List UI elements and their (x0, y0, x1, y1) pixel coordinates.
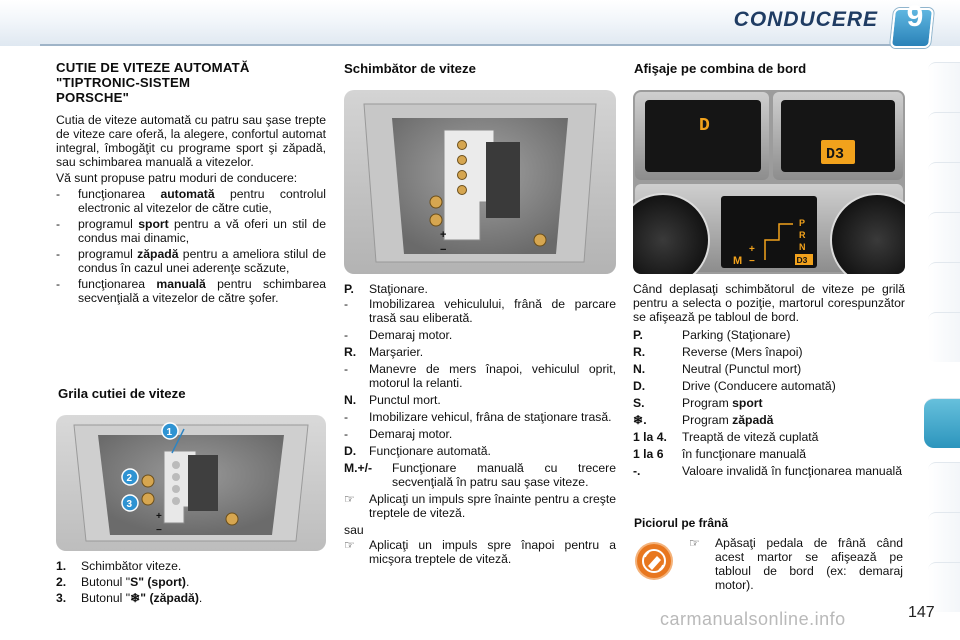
definition-p: P. Staţionare. (344, 282, 428, 296)
page-number: 147 (908, 604, 935, 621)
table-row: ❄. Program zăpadă (633, 413, 774, 427)
cluster-m-label: M (733, 255, 743, 267)
chapter-tab-9-active[interactable] (924, 398, 960, 448)
section-title-gear-grid: Grila cutiei de viteze (58, 386, 186, 401)
gear-grid-legend (56, 557, 326, 605)
table-row: S. Program sport (633, 396, 763, 410)
callout-1: 1 (166, 427, 173, 438)
chapter-tab-strip (928, 62, 960, 622)
selector-minus-label: − (440, 244, 447, 256)
or-text: sau (344, 523, 364, 537)
callout-2: 2 (126, 473, 133, 484)
gear-selector-svg (344, 90, 616, 274)
gear-grid-svg (56, 415, 326, 551)
cluster-p-label: P (799, 218, 806, 228)
pointer-icon: ☞ (689, 536, 700, 550)
chapter-tab-10[interactable] (928, 462, 960, 512)
cluster-intro: Când deplasaţi schimbătorul de viteze pe grilă pentru a selecta o poziţie, martorul corespunzător se afişează pe tabloul de bord. (633, 282, 905, 324)
chapter-tab-3[interactable] (928, 162, 960, 212)
section-title-foot-on-brake: Piciorul pe frână (634, 516, 729, 530)
section-title-automatic-gearbox: CUTIE DE VITEZE AUTOMATĂ "TIPTRONIC-SISTEM PORSCHE" (56, 60, 250, 105)
table-row: 1 la 6 în funcţionare manuală (633, 447, 806, 461)
definition-d: D. Funcţionare automată. (344, 444, 491, 458)
brake-warning-block (633, 536, 905, 604)
cluster-top-right-gear: D3 (826, 146, 845, 163)
instrument-cluster-svg (633, 90, 905, 274)
lever-minus-label: − (156, 525, 162, 536)
cluster-d-label: D3 (796, 255, 808, 265)
table-row: R. Reverse (Mers înapoi) (633, 345, 803, 359)
chapter-title: CONDUCERE (733, 8, 878, 31)
chapter-tab-1[interactable] (928, 62, 960, 112)
list-item: - Manevre de mers înapoi, vehiculul oprit, motorul la relanti. (344, 362, 616, 390)
chapter-tab-4[interactable] (928, 212, 960, 262)
chapter-tab-5[interactable] (928, 262, 960, 312)
section-title-cluster-displays: Afişaje pe combina de bord (634, 61, 807, 76)
gear-selector-illustration (344, 90, 616, 274)
legend-item: 1. Schimbător viteze. (56, 559, 182, 573)
column-cluster-displays (633, 282, 905, 478)
list-item: - Imobilizarea vehiculului, frână de parcare trasă sau eliberată. (344, 297, 616, 325)
cluster-top-left-gear: D (699, 116, 710, 136)
definition-r: R. Marşarier. (344, 345, 424, 359)
modes-list (56, 187, 326, 305)
table-row: -. Valoare invalidă în funcţionarea manuală (633, 464, 902, 478)
list-item: - programul zăpadă pentru a ameliora stilul de condus în cazul unei aderenţe scăzute, (56, 247, 326, 275)
list-item: - Demaraj motor. (344, 328, 453, 342)
list-item: - programul sport pentru a vă oferi un stil de condus mai dinamic, (56, 217, 326, 245)
brake-instruction: ☞ Apăsaţi pedala de frână când acest martor se afişează pe tabloul de bord (ex: demaraj motor). (689, 536, 903, 592)
cluster-n-label: N (799, 242, 806, 252)
list-item: - Imobilizare vehicul, frâna de staţionare trasă. (344, 410, 612, 424)
list-item: - Demaraj motor. (344, 427, 453, 441)
selector-plus-label: + (440, 229, 447, 241)
chapter-tab-2[interactable] (928, 112, 960, 162)
header-rule (40, 44, 920, 46)
instrument-cluster-illustration (633, 90, 905, 274)
intro-paragraph: Cutia de viteze automată cu patru sau şase trepte de viteze care oferă, la alegere, confortul automat integral, îmbogăţit cu programe sport şi zăpadă, sau schimbarea manuală a vitezelor. (56, 113, 326, 169)
chapter-number: 9 (906, 0, 924, 33)
legend-item: 3. Butonul "❄" (zăpadă). (56, 591, 203, 605)
callout-3: 3 (126, 499, 133, 510)
watermark: carmanualsonline.info (660, 609, 846, 629)
cluster-plus-label: + (749, 244, 755, 255)
list-item: ☞ Aplicaţi un impuls spre înapoi pentru a micşora treptele de viteză. (344, 538, 616, 566)
foot-on-brake-icon (637, 544, 671, 578)
table-row: 1 la 4. Treaptă de viteză cuplată (633, 430, 819, 444)
display-table (633, 328, 905, 478)
table-row: D. Drive (Conducere automată) (633, 379, 836, 393)
gear-grid-illustration (56, 415, 326, 551)
column-gearbox-intro (56, 60, 326, 305)
chapter-tab-11[interactable] (928, 512, 960, 562)
lever-plus-label: + (156, 511, 162, 522)
table-row: P. Parking (Staţionare) (633, 328, 791, 342)
list-item: ☞ Aplicaţi un impuls spre înainte pentru a creşte treptele de viteză. (344, 492, 616, 520)
modes-paragraph: Vă sunt propuse patru moduri de conducere: (56, 171, 298, 185)
definition-m: M.+/- Funcţionare manuală cu trecere secvenţială în patru sau şase viteze. (344, 461, 616, 489)
chapter-tab-6[interactable] (928, 312, 960, 362)
section-title-gear-selector: Schimbător de viteze (344, 61, 476, 76)
table-row: N. Neutral (Punctul mort) (633, 362, 802, 376)
definition-n: N. Punctul mort. (344, 393, 441, 407)
cluster-minus-label: − (749, 256, 755, 267)
column-gear-positions (344, 281, 616, 566)
list-item: - funcţionarea manuală pentru schimbarea secvenţială a vitezelor de către şofer. (56, 277, 327, 305)
cluster-r-label: R (799, 230, 806, 240)
legend-item: 2. Butonul "S" (sport). (56, 575, 190, 589)
list-item: - funcţionarea automată pentru controlul electronic al vitezelor de către cutie, (56, 187, 326, 215)
